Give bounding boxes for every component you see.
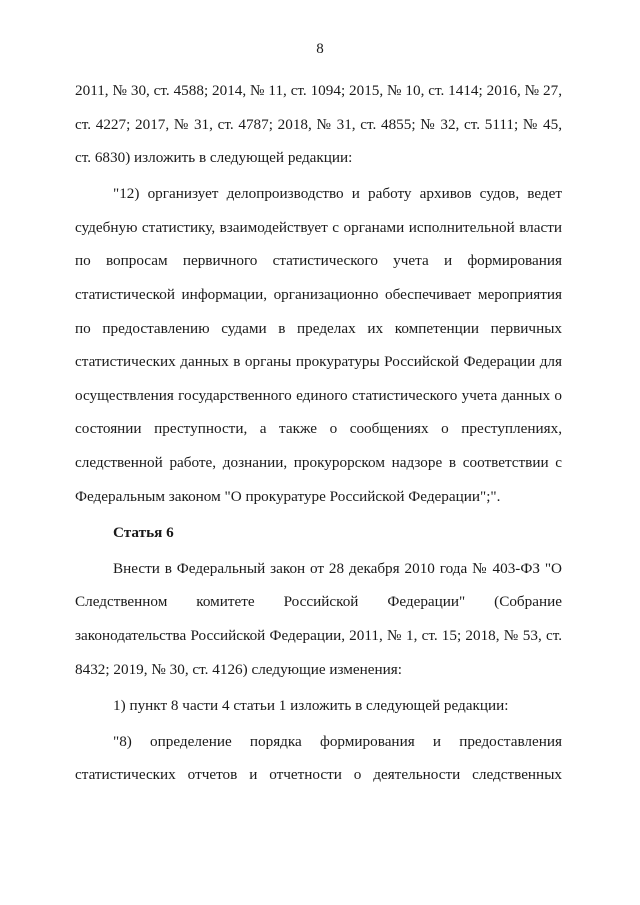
document-body [75, 74, 562, 792]
paragraph-amendment-intro: Внести в Федеральный закон от 28 декабря 2010 года № 403-ФЗ "О Следственном комитете Российской Федерации" (Собрание законодательства Российской Федерации, 2011, № 1, ст. 15; 2018, № 53, ст. 8432; 2019, № 30, ст. 4126) следующие изменения: [75, 559, 562, 678]
paragraph-item-8: "8) определение порядка формирования и предоставления статистических отчетов и отчетности о деятельности следственных [75, 732, 562, 784]
paragraph-item-12: "12) организует делопроизводство и работу архивов судов, ведет судебную статистику, взаимодействует с органами исполнительной власти по вопросам первичного статистического учета и формирования статистической информации, организационно обеспечивает мероприятия по предоставлению судами в пределах их компетенции первичных статистических данных в органы прокуратуры Российской Федерации для осуществления государственного единого статистического учета данных о состоянии преступности, а также о сообщениях о преступлениях, следственной работе, дознании, прокурорском надзоре в соответствии с Федеральным законом "О прокуратуре Российской Федерации";". [75, 185, 562, 505]
paragraph-sources: 2011, № 30, ст. 4588; 2014, № 11, ст. 1094; 2015, № 10, ст. 1414; 2016, № 27, ст. 4227; 2017, № 31, ст. 4787; 2018, № 31, ст. 4855; № 32, ст. 5111; № 45, ст. 6830) изложить в следующей редакции: [75, 82, 562, 167]
article-heading: Статья 6 [113, 523, 174, 541]
paragraph-point-1: 1) пункт 8 части 4 статьи 1 изложить в следующей редакции: [113, 696, 509, 714]
page-number: 8 [316, 41, 324, 57]
